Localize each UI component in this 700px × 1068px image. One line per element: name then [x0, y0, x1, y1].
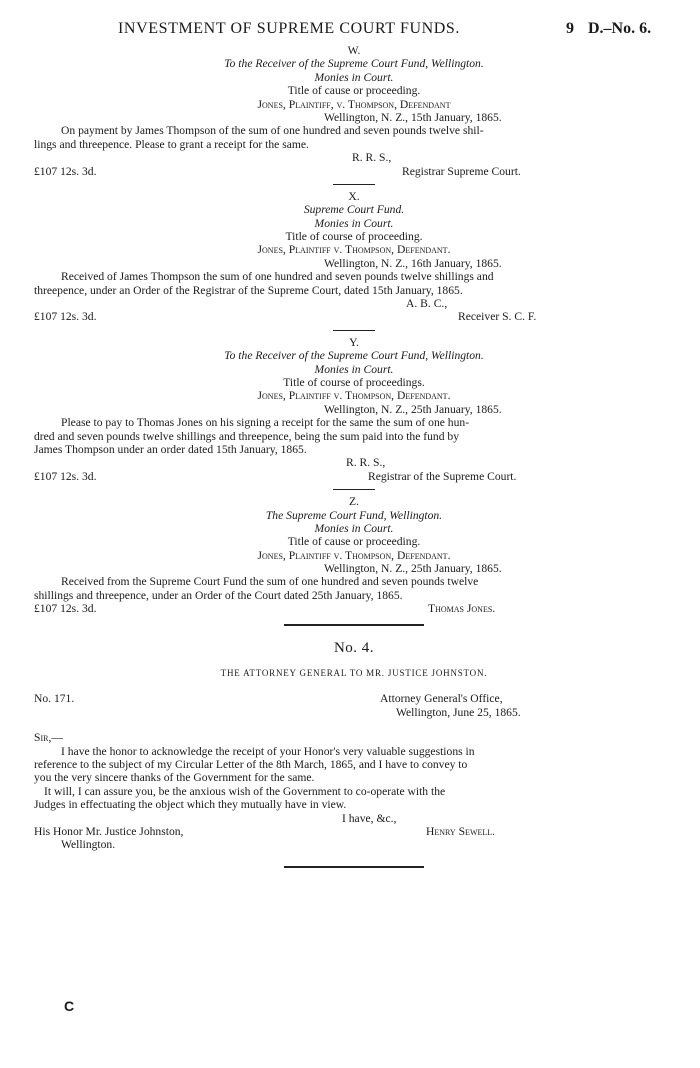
form-signer: Receiver S. C. F. [458, 310, 537, 324]
form-addressee: Supreme Court Fund. [303, 203, 405, 217]
running-header [0, 22, 700, 42]
form-z [34, 495, 674, 626]
letter-recipient: His Honor Mr. Justice Johnston, [34, 824, 184, 838]
form-amount: £107 12s. 3d. [34, 602, 97, 616]
header-reference: D.–No. 6. [588, 20, 652, 37]
section-divider [284, 624, 424, 626]
letter-body-line: you the very sincere thanks of the Government for the same. [34, 771, 315, 785]
form-body-line: shillings and threepence, under an Order of the Court dated 25th January, 1865. [34, 588, 403, 602]
letter-place-date: Wellington, June 25, 1865. [396, 705, 521, 719]
form-monies: Monies in Court. [314, 70, 394, 84]
form-initials: R. R. S., [352, 151, 392, 165]
letter-signer: Henry Sewell. [426, 824, 496, 838]
letter-body-line: I have the honor to acknowledge the receipt of your Honor's very valuable suggestions in [61, 744, 475, 758]
form-letter: X. [348, 189, 360, 203]
form-parties: Jones, Plaintiff, v. Thompson, Defendant [257, 97, 451, 111]
letter-ref-no: No. 171. [34, 692, 75, 706]
form-signer: Registrar Supreme Court. [402, 164, 521, 178]
form-w [34, 44, 674, 185]
form-dateline: Wellington, N. Z., 15th January, 1865. [324, 110, 502, 124]
form-body-line: James Thompson under an order dated 15th January, 1865. [34, 442, 307, 456]
section-divider [333, 184, 375, 185]
form-body-line: lings and threepence. Please to grant a receipt for the same. [34, 137, 309, 151]
form-monies: Monies in Court. [314, 362, 394, 376]
form-addressee: To the Receiver of the Supreme Court Fund, Wellington. [224, 57, 484, 71]
form-dateline: Wellington, N. Z., 16th January, 1865. [324, 256, 502, 270]
letter-no-4 [34, 639, 674, 868]
letter-office: Attorney General's Office, [380, 692, 503, 706]
form-title-line: Title of course of proceedings. [283, 375, 425, 389]
form-body-line: Received from the Supreme Court Fund the sum of one hundred and seven pounds twelve [61, 575, 479, 589]
letter-body-line: Judges in effectuating the object which they mutually have in view. [34, 798, 347, 812]
document-body [34, 44, 674, 872]
form-body-line: On payment by James Thompson of the sum of one hundred and seven pounds twelve shil- [61, 124, 484, 138]
form-signer: Registrar of the Supreme Court. [368, 469, 517, 483]
letter-body-line: reference to the subject of my Circular Letter of the 8th March, 1865, and I have to convey to [34, 758, 468, 771]
form-letter: W. [347, 44, 361, 57]
letter-heading: THE ATTORNEY GENERAL TO MR. JUSTICE JOHNSTON. [220, 668, 488, 679]
form-amount: £107 12s. 3d. [34, 469, 97, 483]
letter-closing: I have, &c., [342, 811, 397, 825]
form-amount: £107 12s. 3d. [34, 310, 97, 324]
letter-body-line: It will, I can assure you, be the anxious wish of the Government to co-operate with the [44, 784, 446, 798]
form-parties: Jones, Plaintiff v. Thompson, Defendant. [257, 548, 451, 562]
letter-salutation: Sir,— [34, 731, 63, 745]
header-title: INVESTMENT OF SUPREME COURT FUNDS. [118, 20, 461, 37]
form-dateline: Wellington, N. Z., 25th January, 1865. [324, 402, 502, 416]
form-title-line: Title of course of proceeding. [285, 230, 423, 244]
letter-recipient-place: Wellington. [61, 838, 116, 852]
form-parties: Jones, Plaintiff v. Thompson, Defendant. [257, 389, 451, 403]
form-amount: £107 12s. 3d. [34, 164, 97, 178]
form-body-line: threepence, under an Order of the Registrar of the Supreme Court, dated 15th January, 1865. [34, 283, 463, 297]
section-divider [333, 330, 375, 331]
form-letter: Y. [349, 335, 359, 349]
form-addressee: The Supreme Court Fund, Wellington. [265, 508, 443, 522]
form-signer: Thomas Jones. [428, 602, 496, 616]
form-parties: Jones, Plaintiff v. Thompson, Defendant. [257, 243, 451, 257]
form-y [34, 336, 674, 490]
section-divider [333, 489, 375, 490]
form-initials: A. B. C., [406, 297, 448, 311]
form-body-line: dred and seven pounds twelve shillings and threepence, being the sum paid into the fund by [34, 429, 460, 443]
header-page-number: 9 [566, 20, 574, 37]
form-body-line: Please to pay to Thomas Jones on his signing a receipt for the same the sum of one hun- [61, 416, 470, 430]
form-body-line: Received of James Thompson the sum of one hundred and seven pounds twelve shillings and [61, 270, 494, 284]
form-title-line: Title of cause or proceeding. [287, 535, 421, 549]
signature-mark: C [64, 998, 75, 1014]
letter-number: No. 4. [333, 639, 375, 656]
form-monies: Monies in Court. [314, 521, 394, 535]
section-divider [284, 866, 424, 868]
form-x [34, 190, 674, 331]
form-monies: Monies in Court. [314, 216, 394, 230]
form-letter: Z. [349, 495, 359, 509]
form-title-line: Title of cause or proceeding. [287, 84, 421, 98]
form-initials: R. R. S., [346, 456, 386, 470]
form-dateline: Wellington, N. Z., 25th January, 1865. [324, 562, 502, 576]
form-addressee: To the Receiver of the Supreme Court Fund, Wellington. [224, 349, 484, 363]
